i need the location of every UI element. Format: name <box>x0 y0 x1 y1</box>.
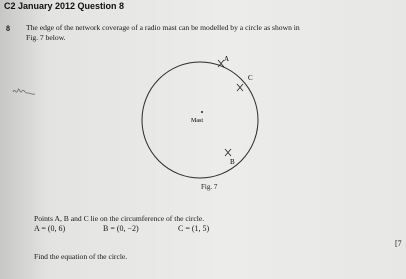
figure-caption: Fig. 7 <box>201 183 218 191</box>
label-mast: Mast <box>191 118 203 124</box>
pencil-scribble <box>12 84 38 100</box>
question-stem-figure-ref: Fig. 7 below. <box>26 33 66 42</box>
point-c-marker <box>237 84 243 91</box>
points-statement: Points A, B and C lie on the circumference of the circle. <box>34 214 205 223</box>
label-b: B <box>230 158 235 166</box>
page-header: C2 January 2012 Question 8 <box>4 1 125 11</box>
coord-a: A = (0, 6) <box>34 224 66 233</box>
label-c: C <box>248 74 253 82</box>
marks-indicator: [7 <box>395 239 402 248</box>
coord-c: C = (1, 5) <box>178 224 210 233</box>
coord-b: B = (0, −2) <box>103 224 139 233</box>
task-prompt: Find the equation of the circle. <box>34 252 128 261</box>
circle-diagram <box>140 50 260 180</box>
question-number: 8 <box>6 24 10 33</box>
label-a: A <box>224 55 230 63</box>
question-stem: The edge of the network coverage of a radio mast can be modelled by a circle as shown in <box>26 23 300 32</box>
mast-point <box>201 111 203 113</box>
point-b-marker <box>225 149 231 156</box>
